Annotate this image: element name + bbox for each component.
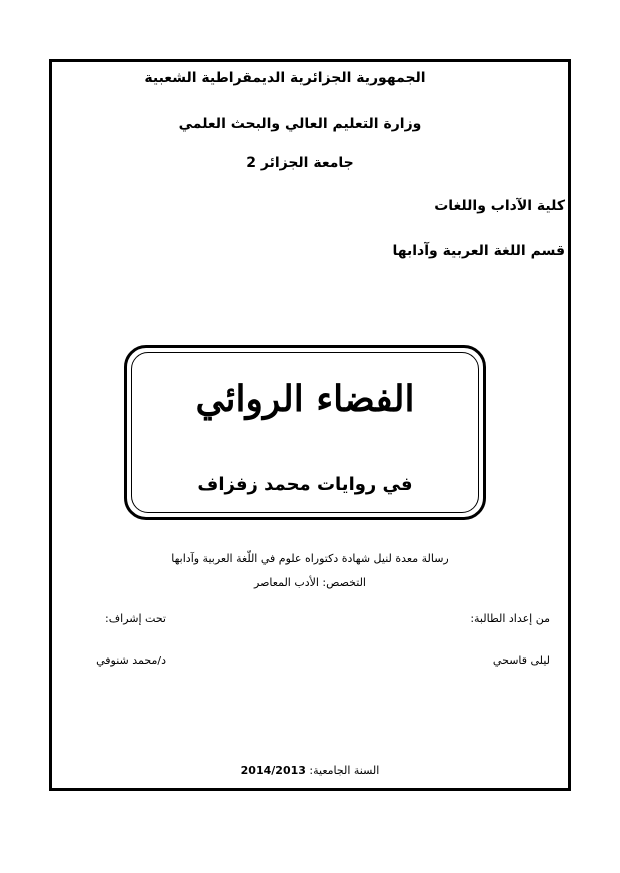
thesis-subtitle: في روايات محمد زفزاف — [197, 474, 413, 495]
republic-heading: الجمهورية الجزائرية الديمقراطية الشعبية — [144, 70, 426, 86]
academic-year — [200, 764, 420, 777]
thesis-description: رسالة معدة لنيل شهادة دكتوراه علوم في اللّغة العربية وآدابها — [171, 552, 449, 565]
supervisor-label: تحت إشراف: — [105, 612, 166, 625]
prepared-by-label: من إعداد الطالبة: — [470, 612, 550, 625]
academic-year-value: 2014/2013 — [240, 764, 306, 777]
supervisor-name: د/محمد شنوفي — [96, 654, 166, 667]
student-name: ليلى قاسحي — [492, 654, 550, 667]
department-heading: قسم اللغة العربية وآدابها — [392, 243, 565, 259]
ministry-heading: وزارة التعليم العالي والبحث العلمي — [178, 116, 422, 132]
university-heading: جامعة الجزائر 2 — [246, 155, 354, 171]
thesis-specialty: التخصص: الأدب المعاصر — [254, 576, 366, 589]
academic-year-label: السنة الجامعية: — [309, 764, 380, 777]
thesis-title: الفضاء الروائي — [195, 378, 415, 420]
faculty-heading: كلية الآداب واللغات — [434, 198, 565, 214]
